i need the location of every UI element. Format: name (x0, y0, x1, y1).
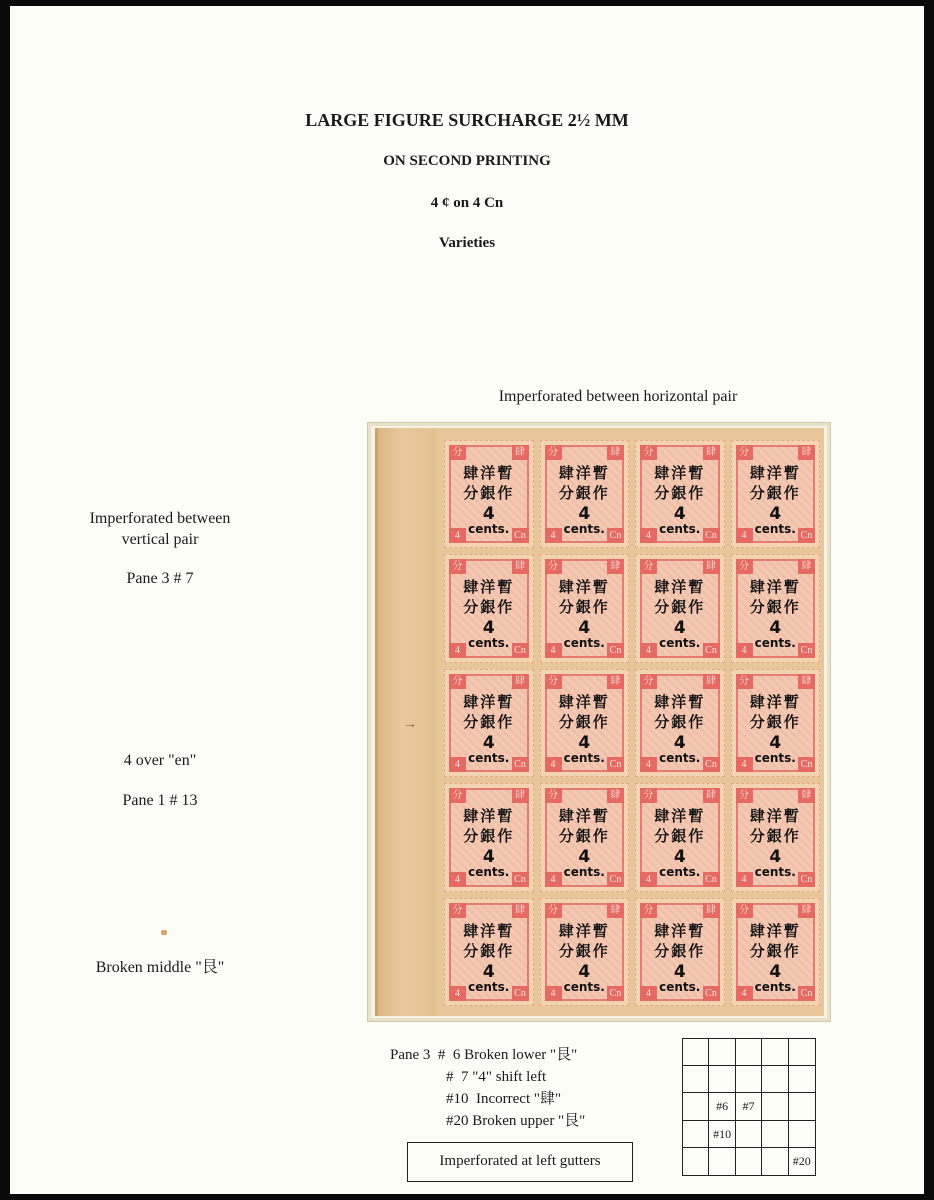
caption-vertical-pair-line1: Imperforated between (89, 510, 231, 527)
stamp-corner: 分 (449, 788, 466, 803)
stamp-corner: Cn (512, 986, 529, 1001)
surcharge-line: 肆洋暫 (558, 578, 610, 597)
surcharge (455, 577, 523, 650)
stamp-corner: Cn (703, 872, 720, 887)
stamp-corner: 4 (640, 986, 657, 1001)
stamp-corner: 4 (545, 528, 562, 543)
stamp-corner: Cn (703, 757, 720, 772)
stamp-corner: 肆 (798, 674, 815, 689)
stamp (444, 440, 534, 548)
surcharge-line: 分銀作 (558, 712, 610, 731)
stamp-grid (444, 440, 820, 1006)
stamp-corner: Cn (607, 986, 624, 1001)
stamp (731, 440, 821, 548)
surcharge-number: 4 (769, 504, 782, 524)
surcharge (551, 921, 619, 994)
stamp-corner: 分 (545, 788, 562, 803)
surcharge-cents: cents. (754, 865, 796, 880)
stamp-corner: 肆 (607, 674, 624, 689)
stamp-corner: Cn (607, 643, 624, 658)
grid-cell (736, 1148, 762, 1175)
stamp-corner: 分 (449, 674, 466, 689)
caption-horizontal-pair: Imperforated between horizontal pair (498, 388, 738, 405)
stamp-corner: Cn (798, 872, 815, 887)
surcharge (742, 577, 810, 650)
stamp (731, 554, 821, 662)
surcharge-number: 4 (482, 732, 495, 753)
surcharge-cents: cents. (659, 522, 701, 536)
grid-cell (683, 1066, 709, 1093)
stamp-corner: 肆 (798, 559, 815, 574)
stamp-corner: 肆 (798, 903, 815, 918)
stamp-corner: 分 (545, 674, 562, 689)
stamp-corner: 肆 (512, 559, 529, 574)
surcharge-number: 4 (578, 618, 591, 639)
stamp (635, 898, 725, 1006)
position-grid (682, 1038, 816, 1176)
stamp-corner: 分 (449, 445, 466, 460)
stamp-corner: 分 (545, 445, 562, 460)
surcharge-number: 4 (769, 847, 782, 868)
surcharge-line: 肆洋暫 (463, 692, 515, 711)
surcharge-cents: cents. (468, 979, 510, 994)
surcharge-cents: cents. (659, 979, 701, 994)
stamp (540, 554, 630, 662)
grid-cell (789, 1093, 815, 1120)
surcharge-line: 肆洋暫 (749, 578, 801, 597)
stamp-corner: 分 (640, 559, 657, 574)
grid-cell (789, 1066, 815, 1093)
stamp-corner: 4 (545, 643, 562, 658)
stamp (540, 898, 630, 1006)
surcharge-line: 分銀作 (463, 941, 515, 960)
stamp-corner: 4 (449, 757, 466, 772)
stamp-corner: 肆 (798, 788, 815, 803)
surcharge-line: 肆洋暫 (749, 464, 801, 482)
stamp (540, 440, 630, 548)
stamp-corner: Cn (703, 986, 720, 1001)
paper-speck (161, 930, 167, 935)
surcharge (455, 692, 523, 765)
grid-cell (789, 1121, 815, 1148)
surcharge-number: 4 (673, 732, 686, 753)
surcharge-line: 分銀作 (654, 941, 706, 960)
surcharge-line: 分銀作 (558, 827, 610, 846)
surcharge-number: 4 (673, 961, 686, 982)
stamp-corner: 肆 (703, 445, 720, 460)
stamp (731, 669, 821, 777)
stamp-corner: 4 (736, 986, 753, 1001)
caption-four-over-en-pane: Pane 1 # 13 (122, 792, 198, 809)
surcharge-line: 分銀作 (749, 941, 801, 960)
surcharge-cents: cents. (468, 750, 510, 765)
arrow-marker: → (403, 717, 417, 732)
surcharge-number: 4 (578, 847, 591, 868)
surcharge-cents: cents. (563, 979, 605, 994)
surcharge (646, 692, 714, 765)
stamp-corner: 分 (736, 788, 753, 803)
page-title: LARGE FIGURE SURCHARGE 2½ MM (305, 110, 629, 130)
stamp-corner: Cn (512, 757, 529, 772)
grid-cell (762, 1121, 788, 1148)
stamp-corner: 肆 (512, 903, 529, 918)
caption-vertical-pair (60, 508, 260, 550)
surcharge-line: 肆洋暫 (558, 692, 610, 711)
grid-cell (736, 1121, 762, 1148)
stamp (444, 554, 534, 662)
surcharge (455, 463, 523, 536)
stamp-corner: 肆 (798, 445, 815, 460)
section-label: Varieties (438, 235, 496, 251)
gutter-note-box: Imperforated at left gutters (407, 1142, 633, 1182)
surcharge-line: 分銀作 (749, 827, 801, 846)
stamp (635, 669, 725, 777)
stamp-corner: 分 (736, 903, 753, 918)
surcharge-line: 肆洋暫 (749, 692, 801, 711)
note-line: #10 Incorrect "肆" (446, 1091, 562, 1107)
surcharge-number: 4 (578, 961, 591, 982)
grid-cell (683, 1148, 709, 1175)
grid-cell (736, 1066, 762, 1093)
note-line: #20 Broken upper "艮" (446, 1113, 586, 1129)
page-subtitle: ON SECOND PRINTING (383, 153, 551, 169)
surcharge-number: 4 (482, 504, 495, 524)
stamp-corner: 肆 (512, 674, 529, 689)
surcharge-line: 分銀作 (654, 598, 706, 617)
surcharge-cents: cents. (468, 636, 510, 651)
surcharge-line: 分銀作 (749, 484, 801, 502)
stamp-corner: 分 (449, 903, 466, 918)
stamp-corner: Cn (607, 757, 624, 772)
surcharge (742, 463, 810, 536)
surcharge-line: 肆洋暫 (558, 464, 610, 482)
grid-cell: #20 (792, 1153, 811, 1168)
stamp-corner: 4 (640, 872, 657, 887)
grid-cell (762, 1066, 788, 1093)
surcharge-cents: cents. (659, 750, 701, 765)
surcharge (646, 463, 714, 536)
surcharge (742, 921, 810, 994)
stamp (444, 783, 534, 891)
stamp-corner: 4 (736, 643, 753, 658)
surcharge-line: 分銀作 (654, 827, 706, 846)
surcharge-line: 肆洋暫 (463, 578, 515, 597)
surcharge-number: 4 (673, 504, 686, 524)
stamp-corner: 肆 (703, 559, 720, 574)
surcharge-line: 肆洋暫 (749, 921, 801, 940)
variety-notes (390, 1044, 585, 1132)
surcharge-number: 4 (769, 618, 782, 639)
surcharge-number: 4 (673, 618, 686, 639)
stamp-corner: 4 (640, 528, 657, 543)
stamp-corner: Cn (607, 872, 624, 887)
surcharge (551, 577, 619, 650)
stamp-corner: Cn (798, 528, 815, 543)
grid-cell (736, 1039, 762, 1066)
stamp-corner: 4 (449, 528, 466, 543)
grid-cell: #7 (736, 1093, 762, 1120)
surcharge-cents: cents. (563, 865, 605, 880)
stamp-corner: 分 (545, 559, 562, 574)
surcharge-cents: cents. (563, 750, 605, 765)
surcharge-line: 肆洋暫 (463, 807, 515, 826)
surcharge-number: 4 (769, 961, 782, 982)
stamp-corner: 4 (545, 872, 562, 887)
stamp-corner: 肆 (607, 903, 624, 918)
caption-vertical-pair-line2: vertical pair (121, 531, 199, 548)
stamp-corner: 4 (736, 757, 753, 772)
surcharge (455, 921, 523, 994)
surcharge-line: 分銀作 (463, 712, 515, 731)
surcharge-cents: cents. (563, 522, 605, 536)
stamp-corner: 分 (640, 674, 657, 689)
caption-broken-middle: Broken middle "艮" (95, 959, 225, 976)
stamp-corner: 4 (545, 757, 562, 772)
surcharge-line: 肆洋暫 (558, 807, 610, 826)
stamp (635, 554, 725, 662)
surcharge-number: 4 (578, 504, 591, 524)
stamp-corner: 分 (545, 903, 562, 918)
stamp-corner: 4 (449, 643, 466, 658)
grid-cell: #6 (709, 1093, 735, 1120)
surcharge-number: 4 (482, 618, 495, 639)
stamp-corner: 肆 (607, 788, 624, 803)
surcharge (551, 463, 619, 536)
stamp-corner: 分 (449, 559, 466, 574)
surcharge-number: 4 (482, 847, 495, 868)
stamp-corner: 4 (449, 872, 466, 887)
surcharge-line: 肆洋暫 (463, 921, 515, 940)
grid-cell (709, 1066, 735, 1093)
grid-cell: #10 (709, 1121, 735, 1148)
surcharge (742, 806, 810, 879)
surcharge-line: 分銀作 (654, 712, 706, 731)
stamp-corner: 4 (640, 757, 657, 772)
stamp (731, 783, 821, 891)
stamp-corner: 肆 (703, 903, 720, 918)
stamp-corner: 4 (736, 872, 753, 887)
surcharge-line: 分銀作 (558, 941, 610, 960)
stamp-corner: 分 (736, 674, 753, 689)
surcharge (646, 806, 714, 879)
stamp-corner: 分 (640, 788, 657, 803)
stamp (635, 783, 725, 891)
surcharge-cents: cents. (754, 750, 796, 765)
surcharge (646, 577, 714, 650)
surcharge (551, 806, 619, 879)
grid-cell (762, 1093, 788, 1120)
surcharge-line: 分銀作 (463, 484, 515, 502)
stamp-corner: 分 (640, 903, 657, 918)
stamp (444, 898, 534, 1006)
stamp (635, 440, 725, 548)
stamp-corner: Cn (703, 643, 720, 658)
stamp-corner: 4 (545, 986, 562, 1001)
surcharge-line: 分銀作 (654, 484, 706, 502)
surcharge-number: 4 (578, 732, 591, 753)
surcharge (551, 692, 619, 765)
denomination-label: 4 ¢ on 4 Cn (430, 195, 504, 211)
surcharge-cents: cents. (754, 636, 796, 651)
surcharge-cents: cents. (659, 636, 701, 651)
surcharge-line: 肆洋暫 (463, 464, 515, 482)
stamp-corner: Cn (512, 528, 529, 543)
surcharge-number: 4 (769, 732, 782, 753)
grid-cell (762, 1148, 788, 1175)
surcharge-line: 分銀作 (463, 827, 515, 846)
surcharge-cents: cents. (659, 865, 701, 880)
stamp (444, 669, 534, 777)
grid-cell (683, 1039, 709, 1066)
stamp-corner: Cn (798, 986, 815, 1001)
grid-cell (709, 1039, 735, 1066)
caption-vertical-pane: Pane 3 # 7 (126, 570, 194, 587)
surcharge-cents: cents. (754, 522, 796, 536)
surcharge-line: 分銀作 (463, 598, 515, 617)
surcharge-line: 分銀作 (558, 484, 610, 502)
caption-four-over-en: 4 over "en" (123, 752, 197, 769)
surcharge-line: 肆洋暫 (654, 578, 706, 597)
surcharge-line: 肆洋暫 (654, 692, 706, 711)
surcharge-cents: cents. (468, 865, 510, 880)
stamp-corner: 肆 (607, 559, 624, 574)
surcharge-line: 肆洋暫 (558, 921, 610, 940)
surcharge-line: 分銀作 (749, 598, 801, 617)
surcharge-line: 分銀作 (749, 712, 801, 731)
stamp-corner: 肆 (512, 788, 529, 803)
stamp-corner: 分 (736, 559, 753, 574)
surcharge-number: 4 (673, 847, 686, 868)
surcharge-line: 肆洋暫 (654, 807, 706, 826)
stamp-corner: Cn (512, 643, 529, 658)
stamp-corner: Cn (512, 872, 529, 887)
stamp-corner: 4 (449, 986, 466, 1001)
surcharge (646, 921, 714, 994)
surcharge-line: 分銀作 (558, 598, 610, 617)
stamp-corner: 肆 (703, 674, 720, 689)
stamp-corner: Cn (607, 528, 624, 543)
stamp-corner: Cn (703, 528, 720, 543)
stamp-corner: Cn (798, 643, 815, 658)
surcharge-line: 肆洋暫 (749, 807, 801, 826)
stamp-corner: 分 (736, 445, 753, 460)
surcharge-cents: cents. (754, 979, 796, 994)
note-line: Pane 3 # 6 Broken lower "艮" (390, 1047, 578, 1063)
surcharge-cents: cents. (563, 636, 605, 651)
stamp (540, 783, 630, 891)
stamp-corner: Cn (798, 757, 815, 772)
stamp (540, 669, 630, 777)
surcharge-cents: cents. (468, 522, 510, 536)
surcharge (455, 806, 523, 879)
surcharge-line: 肆洋暫 (654, 464, 706, 482)
stamp-corner: 肆 (512, 445, 529, 460)
surcharge-line: 肆洋暫 (654, 921, 706, 940)
grid-cell (683, 1121, 709, 1148)
stamp-corner: 4 (640, 643, 657, 658)
stamp-corner: 肆 (703, 788, 720, 803)
stamp-block (375, 428, 824, 1016)
stamp (731, 898, 821, 1006)
stamp-corner: 4 (736, 528, 753, 543)
surcharge-number: 4 (482, 961, 495, 982)
note-line: # 7 "4" shift left (446, 1069, 547, 1085)
grid-cell (683, 1093, 709, 1120)
grid-cell (709, 1148, 735, 1175)
stamp-corner: 肆 (607, 445, 624, 460)
stamp-corner: 分 (640, 445, 657, 460)
grid-cell (789, 1039, 815, 1066)
surcharge (742, 692, 810, 765)
grid-cell (762, 1039, 788, 1066)
